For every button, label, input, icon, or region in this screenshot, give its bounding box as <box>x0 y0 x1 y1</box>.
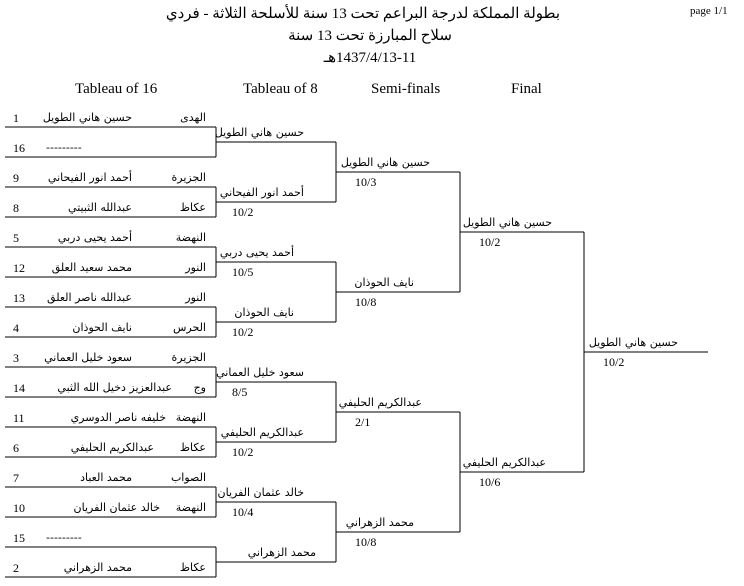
fencer-name: نايف الحوذان <box>354 276 414 289</box>
seed-number: 4 <box>13 321 19 335</box>
fencer-name: محمد الزهراني <box>247 546 316 559</box>
bout-score: 10/2 <box>232 325 254 339</box>
champion-name: حسين هاني الطويل <box>588 336 678 349</box>
fencer-name: عبدالكريم الحليفي <box>462 456 546 469</box>
club-name: النهضة <box>175 411 206 424</box>
bout-score: 2/1 <box>355 415 371 429</box>
fencer-name: --------- <box>46 141 82 154</box>
seed-number: 13 <box>13 291 25 305</box>
bout-score: 10/2 <box>232 205 254 219</box>
fencer-name: حسين هاني الطويل <box>462 216 552 229</box>
seed-number: 7 <box>13 471 19 485</box>
fencer-name: --------- <box>46 531 82 544</box>
bout-score: 10/6 <box>479 475 501 489</box>
seed-number: 2 <box>13 561 19 575</box>
club-name: عكاظ <box>179 441 206 454</box>
bout-score: 8/5 <box>232 385 248 399</box>
tournament-title: بطولة المملكة لدرجة البراعم تحت 13 سنة للأسلحة الثلاثة - فردي <box>165 6 560 22</box>
club-name: الهدى <box>180 111 206 124</box>
seed-number: 11 <box>13 411 25 425</box>
club-name: الجزيرة <box>171 351 206 364</box>
fencer-name: محمد الزهراني <box>345 516 414 529</box>
fencer-name: عبدالكريم الحليفي <box>338 396 422 409</box>
fencer-name: أحمد انور الفيحاني <box>219 186 304 199</box>
fencer-name: أحمد انور الفيحاني <box>47 171 132 184</box>
bout-score: 10/3 <box>355 175 377 189</box>
round-header-semis: Semi-finals <box>371 81 441 97</box>
fencer-name: حسين هاني الطويل <box>214 126 304 139</box>
page-label: page 1/1 <box>690 5 728 17</box>
seed-number: 16 <box>13 141 25 155</box>
fencer-name: محمد العباد <box>80 471 132 484</box>
seed-number: 10 <box>13 501 25 515</box>
fencer-name: خالد عثمان الفريان <box>73 501 160 514</box>
seed-number: 1 <box>13 111 19 125</box>
bout-score: 10/2 <box>479 235 501 249</box>
club-name: النور <box>185 291 206 304</box>
fencer-name: عبدالكريم الحليفي <box>220 426 304 439</box>
fencer-name: حسين هاني الطويل <box>340 156 430 169</box>
seed-number: 3 <box>13 351 19 365</box>
bout-score: 10/2 <box>232 445 254 459</box>
fencer-name: عبدالله الثبيتي <box>68 201 132 214</box>
club-name: وج <box>193 381 206 394</box>
fencer-name: أحمد يحيى دربي <box>219 246 294 259</box>
club-name: الحرس <box>172 321 206 334</box>
fencer-name: نايف الحوذان <box>234 306 294 319</box>
club-name: النهضة <box>175 231 206 244</box>
round-header-final: Final <box>511 81 542 97</box>
weapon-subtitle: سلاح المبارزة تحت 13 سنة <box>288 28 452 44</box>
fencer-name: خليفه ناصر الدوسري <box>70 411 166 424</box>
seed-number: 8 <box>13 201 19 215</box>
fencer-name: محمد سعيد العلق <box>51 261 132 274</box>
fencer-name: سعود خليل العماني <box>44 351 132 364</box>
club-name: الجزيرة <box>171 171 206 184</box>
club-name: الصواب <box>170 471 206 484</box>
seed-number: 9 <box>13 171 19 185</box>
seed-number: 15 <box>13 531 25 545</box>
fencer-name: محمد الزهراني <box>63 561 132 574</box>
club-name: النهضة <box>175 501 206 514</box>
fencer-name: سعود خليل العماني <box>216 366 304 379</box>
club-name: عكاظ <box>179 561 206 574</box>
round-header-t16: Tableau of 16 <box>75 81 158 97</box>
fencer-name: عبدالله ناصر العلق <box>47 291 132 304</box>
club-name: النور <box>185 261 206 274</box>
fencer-name: عبدالعزيز دخيل الله الثبي <box>57 381 172 394</box>
fencer-name: أحمد يحيى دربي <box>57 231 132 244</box>
bout-score: 10/8 <box>355 535 377 549</box>
bout-score: 10/8 <box>355 295 377 309</box>
seed-number: 6 <box>13 441 19 455</box>
fencer-name: نايف الحوذان <box>72 321 132 334</box>
club-name: عكاظ <box>179 201 206 214</box>
fencer-name: عبدالكريم الحليفي <box>70 441 154 454</box>
champion-score: 10/2 <box>603 355 625 369</box>
fencer-name: خالد عثمان الفريان <box>217 486 304 499</box>
round-header-t8: Tableau of 8 <box>243 81 318 97</box>
seed-number: 14 <box>13 381 25 395</box>
bout-score: 10/4 <box>232 505 254 519</box>
event-date: 1437/4/13-11هـ <box>323 50 417 66</box>
bout-score: 10/5 <box>232 265 254 279</box>
seed-number: 5 <box>13 231 19 245</box>
seed-number: 12 <box>13 261 25 275</box>
fencer-name: حسين هاني الطويل <box>42 111 132 124</box>
